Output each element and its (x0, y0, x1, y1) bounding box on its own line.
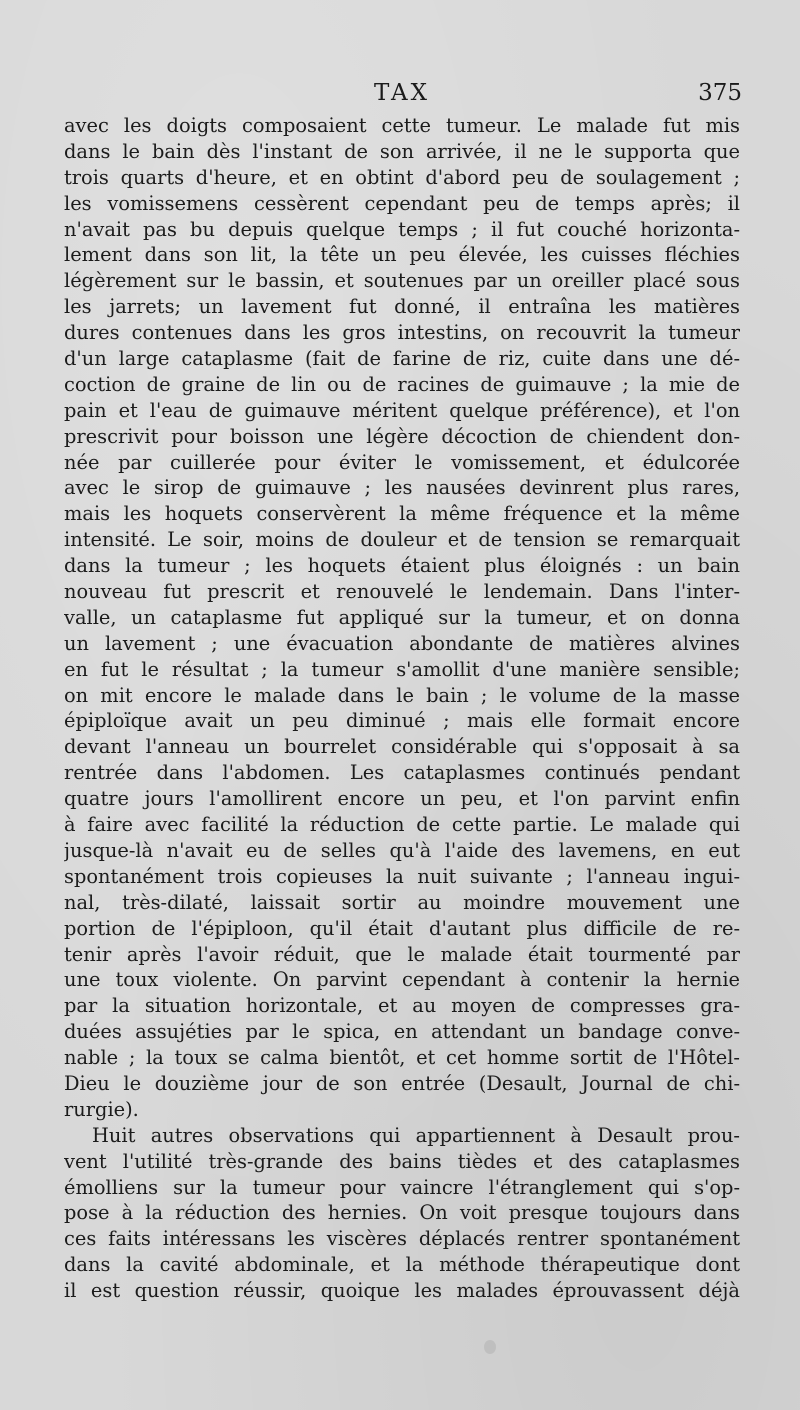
text-line: portion de l'épiploon, qu'il était d'autant plus difficile de re- (64, 916, 740, 940)
text-line: nal, très-dilaté, laissait sortir au moindre mouvement une (64, 890, 740, 914)
text-line: intensité. Le soir, moins de douleur et de tension se remarquait (64, 528, 740, 552)
text-line: on mit encore le malade dans le bain ; le volume de la masse (64, 683, 740, 707)
text-line: quatre jours l'amollirent encore un peu, et l'on parvint enfin (64, 787, 740, 811)
text-line: les vomissemens cessèrent cependant peu de temps après; il (64, 191, 740, 215)
text-line: il est question réussir, quoique les malades éprouvassent déjà (64, 1279, 740, 1303)
text-line: émolliens sur la tumeur pour vaincre l'étranglement qui s'op- (64, 1175, 740, 1199)
text-line: mais les hoquets conservèrent la même fréquence et la même (64, 502, 740, 526)
text-line: rentrée dans l'abdomen. Les cataplasmes continués pendant (64, 761, 740, 785)
text-line: nable ; la toux se calma bientôt, et cet homme sortit de l'Hôtel- (64, 1046, 740, 1070)
text-line: tenir après l'avoir réduit, que le malade était tourmenté par (64, 942, 740, 966)
text-line: les jarrets; un lavement fut donné, il entraîna les matières (64, 295, 740, 319)
text-line: n'avait pas bu depuis quelque temps ; il fut couché horizonta- (64, 217, 740, 241)
text-line: spontanément trois copieuses la nuit suivante ; l'anneau ingui- (64, 864, 740, 888)
text-line: nouveau fut prescrit et renouvelé le lendemain. Dans l'inter- (64, 580, 740, 604)
text-line: d'un large cataplasme (fait de farine de riz, cuite dans une dé- (64, 347, 740, 371)
text-line: lement dans son lit, la tête un peu élevée, les cuisses fléchies (64, 243, 740, 267)
running-title: TAX (373, 80, 431, 106)
text-line: une toux violente. On parvint cependant à contenir la hernie (64, 968, 740, 992)
text-line: née par cuillerée pour éviter le vomissement, et édulcorée (64, 450, 740, 474)
page-header (64, 80, 740, 110)
page-number: 375 (698, 80, 742, 106)
text-line: épiploïque avait un peu diminué ; mais elle formait encore (64, 709, 740, 733)
text-line: dans la cavité abdominale, et la méthode thérapeutique dont (64, 1253, 740, 1277)
text-line: vent l'utilité très-grande des bains tièdes et des cataplasmes (64, 1149, 740, 1173)
text-line: pose à la réduction des hernies. On voit presque toujours dans (64, 1201, 740, 1225)
text-line: dures contenues dans les gros intestins, on recouvrit la tumeur (64, 321, 740, 345)
text-line: coction de graine de lin ou de racines de guimauve ; la mie de (64, 372, 740, 396)
text-line: en fut le résultat ; la tumeur s'amollit d'une manière sensible; (64, 657, 740, 681)
text-line: par la situation horizontale, et au moyen de compresses gra- (64, 994, 740, 1018)
text-line: Huit autres observations qui appartiennent à Desault prou- (92, 1123, 740, 1147)
text-line: prescrivit pour boisson une légère décoction de chiendent don- (64, 424, 740, 448)
text-line: dans le bain dès l'instant de son arrivée, il ne le supporta que (64, 139, 740, 163)
text-line: dans la tumeur ; les hoquets étaient plus éloignés : un bain (64, 554, 740, 578)
text-line: légèrement sur le bassin, et soutenues par un oreiller placé sous (64, 269, 740, 293)
text-line: devant l'anneau un bourrelet considérable qui s'opposait à sa (64, 735, 740, 759)
text-line: rurgie). (64, 1097, 139, 1121)
text-line: trois quarts d'heure, et en obtint d'abord peu de soulagement ; (64, 165, 740, 189)
text-line: duées assujéties par le spica, en attendant un bandage conve- (64, 1020, 740, 1044)
text-line: un lavement ; une évacuation abondante de matières alvines (64, 631, 740, 655)
text-line: pain et l'eau de guimauve méritent quelque préférence), et l'on (64, 398, 740, 422)
text-line: avec le sirop de guimauve ; les nausées devinrent plus rares, (64, 476, 740, 500)
text-line: ces faits intéressans les viscères déplacés rentrer spontanément (64, 1227, 740, 1251)
text-line: Dieu le douzième jour de son entrée (Desault, Journal de chi- (64, 1071, 740, 1095)
ink-smudge (484, 1340, 496, 1354)
text-line: valle, un cataplasme fut appliqué sur la tumeur, et on donna (64, 605, 740, 629)
text-line: jusque-là n'avait eu de selles qu'à l'aide des lavemens, en eut (64, 838, 740, 862)
text-line: à faire avec facilité la réduction de cette partie. Le malade qui (64, 813, 740, 837)
text-line: avec les doigts composaient cette tumeur. Le malade fut mis (64, 114, 740, 137)
body-text (64, 113, 740, 1304)
